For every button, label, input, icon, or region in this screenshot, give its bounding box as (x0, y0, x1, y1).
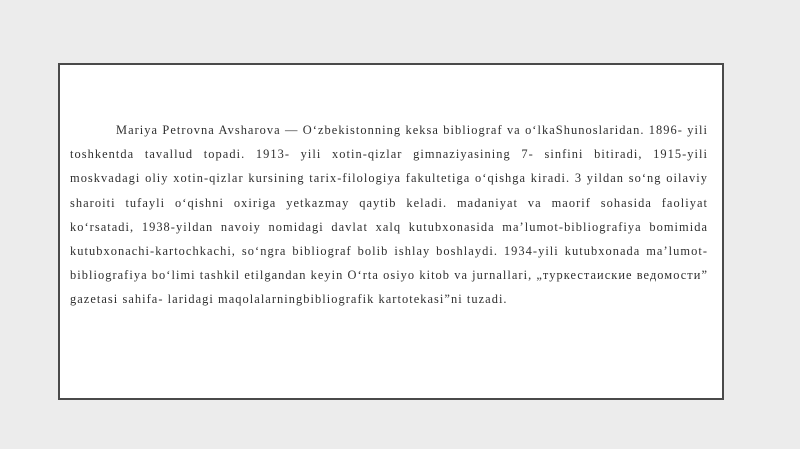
document-frame (58, 63, 724, 400)
body-paragraph: Mariya Petrovna Avsharova — O‘zbekistonning keksa bibliograf va o‘lkaShunoslaridan. 1896- yili toshkentda tavallud topadi. 1913- yili xotin-qizlar gimnaziyasining 7- sinfini bitiradi, 1915-yili moskvadagi oliy xotin-qizlar kursining tarix-filologiya fakultetiga o‘qishga kiradi. 3 yildan so‘ng oilaviy sharoiti tufayli o‘qishni oxiriga yetkazmay qaytib keladi. madaniyat va maorif sohasida faoliyat ko‘rsatadi, 1938-yildan navoiy nomidagi davlat xalq kutubxonasida ma’lumot-bibliografiya bomimida kutubxonachi-kartochkachi, so‘ngra bibliograf bolib ishlay boshlaydi. 1934-yili kutubxonada ma’lumot-bibliografiya bo‘limi tashkil etilgandan keyin O‘rta osiyo kitob va jurnallari, „туркестаиские ведомости” gazetasi sahifa- laridagi maqolalarningbibliografik kartotekasi”ni tuzadi. (70, 123, 708, 307)
